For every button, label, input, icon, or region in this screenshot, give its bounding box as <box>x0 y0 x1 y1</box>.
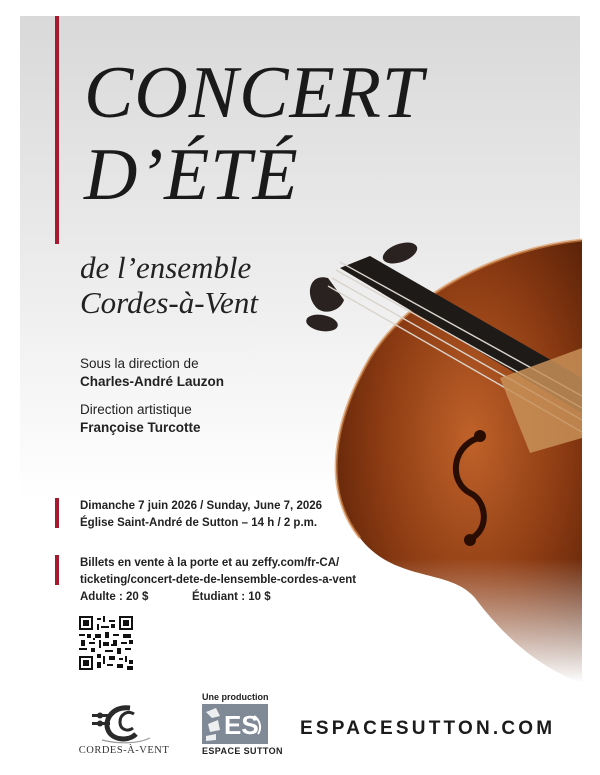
website-link[interactable]: ESPACESUTTON.COM <box>300 718 556 739</box>
poster-title-line1: CONCERT <box>84 52 425 134</box>
event-accent-bar <box>55 498 59 528</box>
violin-image <box>300 238 582 683</box>
tickets-accent-bar <box>55 555 59 585</box>
title-accent-bar <box>55 16 59 244</box>
tickets-line2: ticketing/concert-dete-de-lensemble-cordes-a-vent <box>80 574 357 586</box>
qr-code-icon[interactable] <box>79 616 133 670</box>
svg-text:ES: ES <box>224 710 259 740</box>
poster-title-line2: D’ÉTÉ <box>84 134 299 216</box>
espace-sutton-logo <box>202 704 268 744</box>
cordes-a-vent-logo-text: CORDES-À-VENT <box>78 745 170 756</box>
tickets-line1: Billets en vente à la porte et au zeffy.com/fr-CA/ <box>80 557 340 569</box>
poster-subtitle-line1: de l’ensemble <box>80 250 252 285</box>
producer-name: ESPACE SUTTON <box>202 746 283 756</box>
price-student: Étudiant : 10 $ <box>192 591 271 603</box>
price-adult: Adulte : 20 $ <box>80 591 149 603</box>
director-name: Charles-André Lauzon <box>80 374 225 389</box>
production-label: Une production <box>202 692 269 702</box>
poster-subtitle-line2: Cordes-à-Vent <box>80 285 258 320</box>
event-date: Dimanche 7 juin 2026 / Sunday, June 7, 2026 <box>80 500 323 512</box>
event-venue: Église Saint-André de Sutton – 14 h / 2 p.m. <box>80 517 318 529</box>
artistic-direction-label: Direction artistique <box>80 402 192 417</box>
direction-label: Sous la direction de <box>80 356 199 371</box>
artistic-director-name: Françoise Turcotte <box>80 420 201 435</box>
